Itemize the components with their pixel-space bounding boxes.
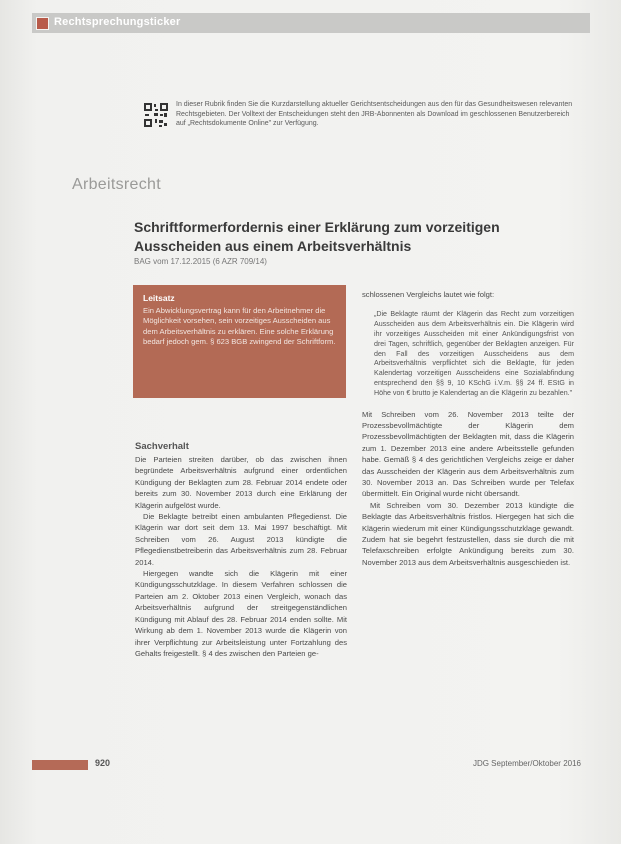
leitsatz-text: Ein Abwicklungsvertrag kann für den Arbeitnehmer die Möglichkeit vorsehen, sein vorzeitiges Ausscheiden aus dem Arbeitsverhältnis zu erklären. Eine solche Erklärung bedarf jedoch gem. § 623 BGB zwingend der Schriftform.: [143, 306, 336, 346]
article-title: Schriftformerfordernis einer Erklärung zum vorzeitigen Ausscheiden aus einem Arbeitsverhältnis: [134, 219, 500, 254]
square-icon: [36, 17, 49, 30]
contract-quote: „Die Beklagte räumt der Klägerin das Recht zum vorzeitigen Ausscheiden aus dem Arbeitsverhältnis ein. Die Klägerin wird ihr vorzeitiges Ausscheiden mit einer Ankündigungsfrist von drei Tagen, schriftlich, gegenüber der Beklagten anzeigen. Für den Fall des vorzeitigen Ausscheidens aus dem Arbeitsverhältnis verpflichtet sich die Beklagte, für jeden Kalendertag vorzeitigen Ausscheidens eine Sozialabfindung entsprechend den §§ 9, 10 KSchG i.V.m. §§ 24 ff. EStG in Höhe von € brutto je Kalendertag an die Klägerin zu bezahlen.": [374, 310, 574, 397]
right-paragraph-1: schlossenen Vergleichs lautet wie folgt:: [362, 290, 495, 299]
section-heading: Arbeitsrecht: [72, 176, 161, 193]
journal-name: JDG September/Oktober 2016: [472, 759, 581, 768]
ticker-label: Rechtsprechungsticker: [54, 16, 181, 28]
leitsatz-title: Leitsatz: [143, 293, 175, 303]
article-citation: BAG vom 17.12.2015 (6 AZR 709/14): [134, 257, 267, 266]
leitsatz-box: [133, 285, 346, 398]
qr-code-icon: [143, 102, 169, 128]
right-paragraph-2: Mit Schreiben vom 26. November 2013 teilte der Prozessbevollmächtigte der Klägerin dem Prozessbevollmächtigten der Beklagten mit, dass die Klägerin zum 1. Dezember 2013 eine andere Arbeitsstelle gefunden habe. Gemäß § 4 des gerichtlichen Vergleichs zeige er daher das Ausscheiden der Klägerin aus dem Arbeitsverhältnis zum 30. November 2013 an. Das Schreiben wurde per Telefax übermittelt. Ein Original wurde nicht übersandt.: [362, 409, 574, 499]
sachverhalt-paragraph-3: Hiergegen wandte sich die Klägerin mit einer Kündigungsschutzklage. In diesem Verfahren schlossen die Parteien am 2. Oktober 2013 einen Vergleich, wonach das Arbeitsverhältnis aufgrund der streitgegenständlichen Kündigung mit Ablauf des 28. Februar 2014 enden sollte. Mit Wirkung ab dem 1. November 2013 wurde die Klägerin von ihrer Verpflichtung zur Arbeitsleistung unter Fortzahlung des Gehalts freigestellt. § 4 des zwischen den Parteien ge-: [135, 569, 347, 658]
intro-text: In dieser Rubrik finden Sie die Kurzdarstellung aktueller Gerichtsentscheidungen aus den für das Gesundheitswesen relevanten Rechtsgebieten. Der Volltext der Entscheidungen steht den JRB-Abonnenten als Download im geschlossenen Benutzerbereich auf „Rechtsdokumente Online" zur Verfügung.: [176, 101, 573, 127]
footer-accent-bar: [32, 760, 88, 770]
page-number: 920: [95, 758, 111, 768]
sachverhalt-paragraph-2: Die Beklagte betreibt einen ambulanten Pflegedienst. Die Klägerin war dort seit dem 13. Mai 1997 beschäftigt. Mit Schreiben vom 26. August 2013 kündigte die Pflegedienstbetreiberin das Arbeitsverhältnis zum 28. Februar 2014.: [135, 512, 347, 567]
sachverhalt-heading: Sachverhalt: [135, 441, 189, 452]
left-column: [135, 441, 347, 659]
right-column: [362, 289, 574, 568]
sachverhalt-paragraph-1: Die Parteien streiten darüber, ob das zwischen ihnen begründete Arbeitsverhältnis aufgrund einer ordentlichen Kündigung der Beklagten zum 28. Februar 2014 endete oder bereits zum 30. November 2013 durch eine Erklärung der Klägerin aufgelöst wurde.: [135, 455, 347, 510]
right-paragraph-3: Mit Schreiben vom 30. Dezember 2013 kündigte die Beklagte das Arbeitsverhältnis fristlos. Hiergegen hat sich die Klägerin wiederum mit einer Kündigungsschutzklage gewandt. Zudem hat sie begehrt festzustellen, dass sie durch die mit Telefaxschreiben erfolgte Ankündigung bereits zum 30. November 2013 aus dem Arbeitsverhältnis ausgeschieden ist.: [362, 500, 574, 567]
